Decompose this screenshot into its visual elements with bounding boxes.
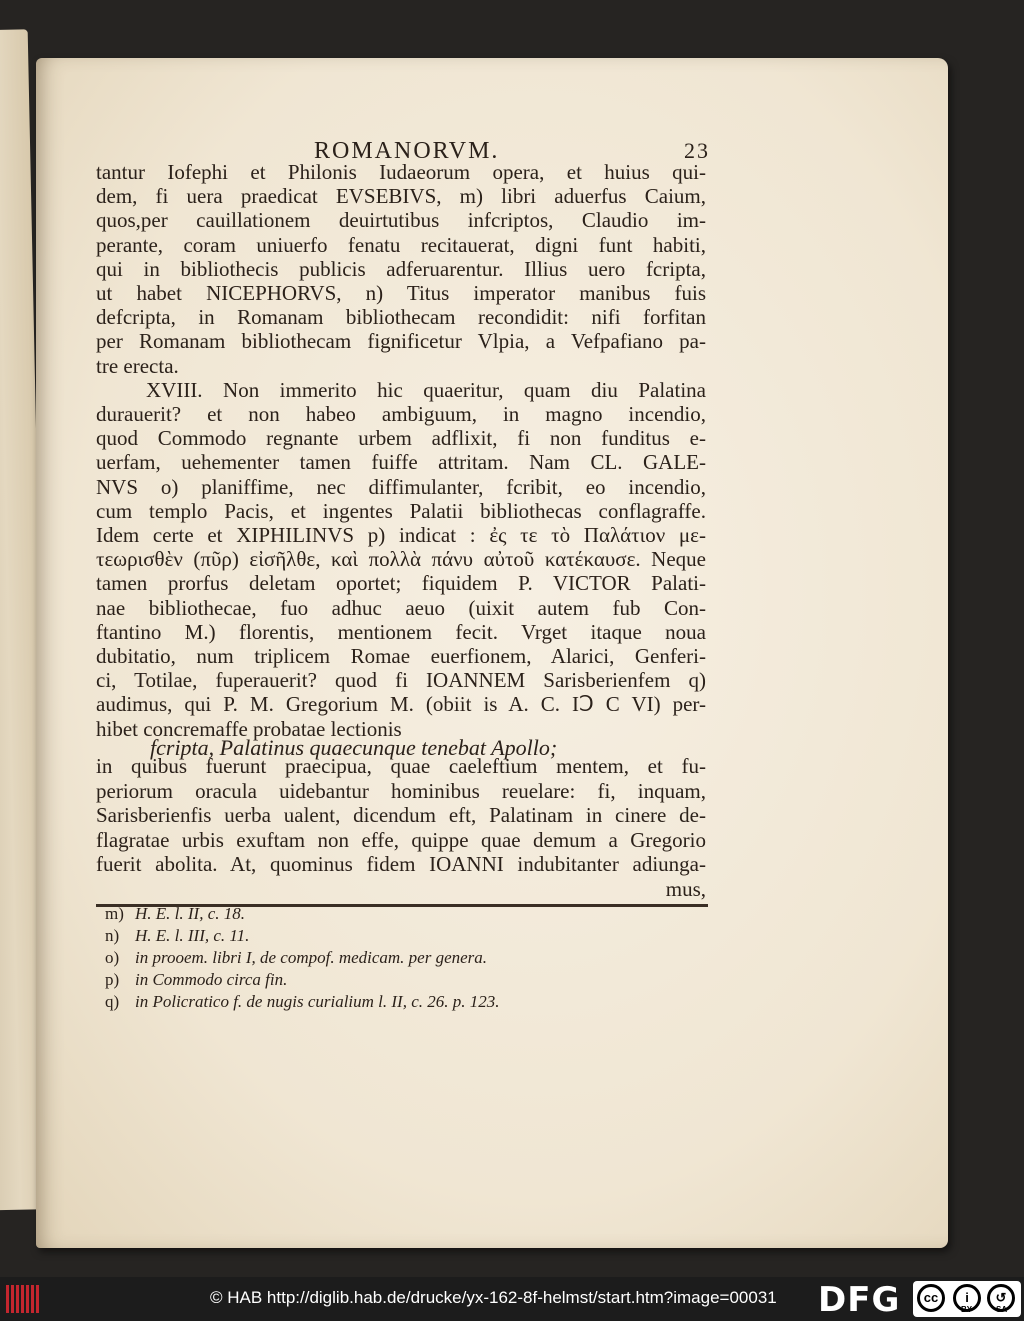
footnote: [105, 969, 625, 991]
verse-quotation: fcripta, Palatinus quaecunque tenebat Apollo;: [150, 735, 558, 760]
footnote-mark: p): [105, 970, 120, 989]
main-text: [96, 160, 706, 741]
footnote: [105, 991, 625, 1013]
sa-icon: ↺: [987, 1284, 1015, 1312]
text-line: quod Commodo regnante urbem adflixit, fi non funditus e-: [96, 426, 706, 451]
footnote-text: in prooem. libri I, de compof. medicam. per genera.: [135, 948, 488, 967]
main-text-continued: [96, 754, 706, 901]
footnote-mark: n): [105, 926, 120, 945]
text-line: ci, Totilae, fuperauerit? quod fi IOANNEM Sarisberienfem q): [96, 668, 706, 693]
page-number: 23: [684, 138, 710, 163]
text-line: quos,per cauillationem deuirtutibus infcriptos, Claudio im-: [96, 208, 706, 233]
text-line: per Romanam bibliothecam fignificetur Vlpia, a Vefpafiano pa-: [96, 329, 706, 354]
by-label: BY: [961, 1305, 973, 1314]
footnote-text: in Policratico f. de nugis curialium l. II, c. 26. p. 123.: [135, 992, 500, 1011]
running-header: [230, 80, 730, 164]
running-title: ROMANORVM.: [314, 138, 500, 164]
text-line: NVS o) planiffime, nec diffimulanter, fcribit, eo incendio,: [96, 474, 706, 499]
viewer-footer-bar: [0, 1277, 1024, 1321]
text-line: periorum oracula uidebantur hominibus reuelare: fi, inquam,: [96, 778, 706, 803]
footnote: [105, 925, 625, 947]
text-line: flagratae urbis exuftam non effe, quippe quae demum a Gregorio: [96, 827, 706, 852]
footnote: [105, 903, 625, 925]
footnote-text: H. E. l. II, c. 18.: [135, 904, 246, 923]
footnote-text: H. E. l. III, c. 11.: [135, 926, 250, 945]
text-line: XVIII. Non immerito hic quaeritur, quam diu Palatina: [146, 377, 706, 402]
text-line: audimus, qui P. M. Gregorium M. (obiit is A. C. IↃ C VI) per-: [96, 692, 706, 717]
hab-logo-icon: [6, 1285, 46, 1313]
text-line: tre erecta.: [96, 353, 179, 378]
text-line: τεωρισθὲν (πῦρ) εἰσῆλθε, καὶ πολλὰ πάνυ αὐτοῦ κατέκαυσε. Neque: [96, 547, 706, 572]
text-line: nae bibliothecae, fuo adhuc aeuo (uixit autem fub Con-: [96, 595, 706, 620]
sa-label: SA: [996, 1305, 1008, 1314]
text-line: fuerit abolita. At, quominus fidem IOANNI indubitanter adiunga-: [96, 852, 706, 876]
text-line: Idem certe et XIPHILINVS p) indicat : ἐς τε τὸ Παλάτιον με-: [96, 523, 706, 548]
text-line: tamen prorfus deletam oportet; fiquidem P. VICTOR Palati-: [96, 571, 706, 596]
footnote-mark: o): [105, 948, 120, 967]
footnote-text: in Commodo circa fin.: [135, 970, 288, 989]
text-line: defcripta, in Romanam bibliothecam recondidit: nifi forfitan: [96, 305, 706, 330]
source-citation-link[interactable]: © HAB http://diglib.hab.de/drucke/yx-162-8f-helmst/start.htm?image=00031: [210, 1288, 777, 1307]
text-line: qui in bibliothecis publicis adferuarentur. Illius uero fcripta,: [96, 256, 706, 281]
footnote-mark: m): [105, 904, 124, 923]
text-line: tantur Iofephi et Philonis Iudaeorum opera, et huius qui-: [96, 160, 706, 184]
text-line: ut habet NICEPHORVS, n) Titus imperator manibus fuis: [96, 281, 706, 306]
by-icon: i: [953, 1284, 981, 1312]
dfg-logo: DFG: [818, 1280, 901, 1320]
footnotes: [105, 903, 625, 1013]
cc-icon: cc: [917, 1284, 945, 1312]
text-line: mus,: [665, 876, 706, 901]
text-line: dubitatio, num triplicem Romae euerfionem, Alarici, Genferi-: [96, 644, 706, 669]
text-line: durauerit? et non habeo ambiguum, in magno incendio,: [96, 402, 706, 427]
text-line: hibet concremaffe probatae lectionis: [96, 716, 402, 741]
text-line: dem, fi uera praedicat EVSEBIVS, m) libri aduerfus Caium,: [96, 184, 706, 209]
text-line: in quibus fuerunt praecipua, quae caeleftium mentem, et fu-: [96, 754, 706, 778]
text-line: perante, coram uniuerfo fenatu recitauerat, digni funt habiti,: [96, 232, 706, 257]
footnote: [105, 947, 625, 969]
footnote-mark: q): [105, 992, 120, 1011]
text-line: uerfam, uehementer tamen fuiffe attritam. Nam CL. GALE-: [96, 450, 706, 475]
text-line: cum templo Pacis, et ingentes Palatii bibliothecas conflagraffe.: [96, 498, 706, 523]
text-line: Sarisberienfis uerba ualent, dicendum eft, Palatinam in cinere de-: [96, 803, 706, 827]
cc-license-badge[interactable]: [913, 1281, 1021, 1317]
text-line: ftantino M.) florentis, mentionem fecit. Vrget itaque noua: [96, 619, 706, 644]
